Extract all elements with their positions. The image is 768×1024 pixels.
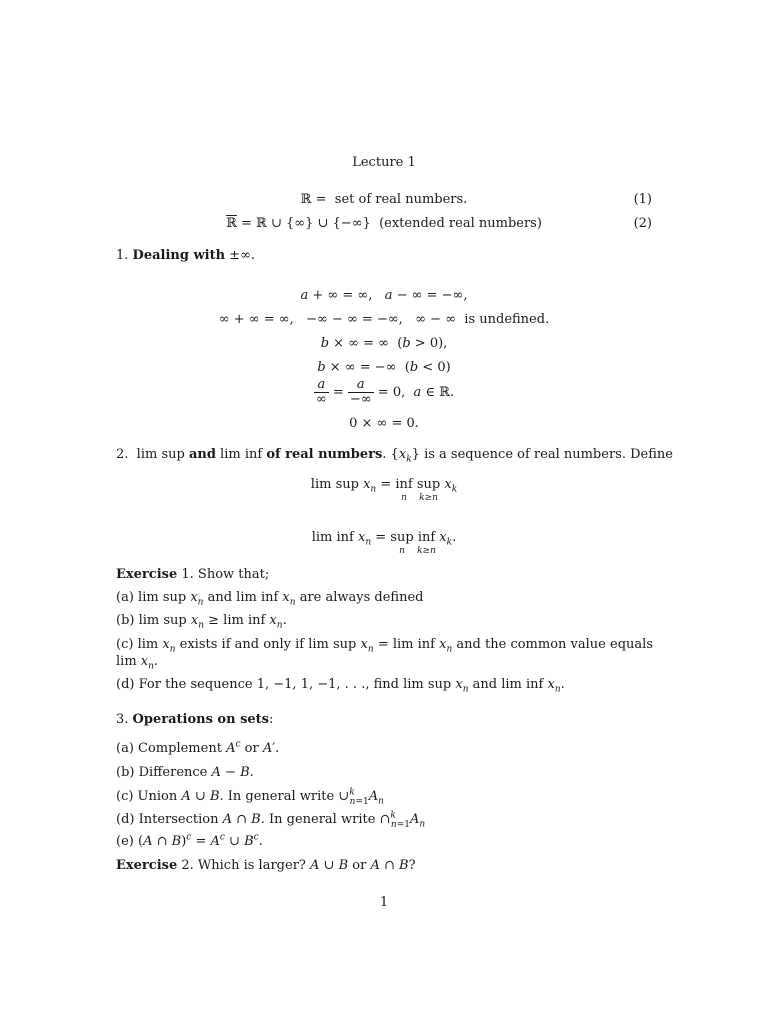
equation-2: ℝ = ℝ ∪ {∞} ∪ {−∞} (extended real numbers) [226,216,542,231]
set-operation-intersection: (d) Intersection A ∩ B. In general write $\cap^k_{n=1}A_n$ [116,810,426,830]
section-2-heading: 2. lim sup and lim inf of real numbers. $\{x_k\}$ is a sequence of real numbers. Define [116,447,673,465]
section-1-heading: 1. Dealing with ±∞. [116,248,256,263]
set-operation-union: (c) Union A ∪ B. In general write $\cup^k_{n=1}A_n$ [116,787,384,807]
exercise-1-heading: Exercise 1. Show that; [116,567,270,582]
exercise-1-d: (d) For the sequence 1, −1, 1, −1, . . ., find lim sup $x_n$ and lim inf $x_n$. [116,677,565,695]
limsup-definition: lim sup $x_n$ = inf n sup k≥n $x_k$ [310,477,458,503]
infinity-rule-addition: a + ∞ = ∞, a − ∞ = −∞, [300,288,468,303]
page-number: 1 [379,895,389,910]
liminf-definition: lim inf $x_n$ = sup n inf k≥n $x_k$. [311,530,457,556]
exercise-1-b: (b) lim sup $x_n \ge \lim$ inf $x_n$. [116,613,287,631]
exercise-1-a: (a) lim sup $x_n$ and lim inf $x_n$ are always defined [116,590,424,608]
equation-number-2: (2) [633,216,652,231]
infinity-rule-undefined: ∞ + ∞ = ∞, −∞ − ∞ = −∞, ∞ − ∞ is undefined. [218,312,550,327]
infinity-rule-negative-product: b × ∞ = −∞ (b < 0) [317,360,451,375]
exercise-1-c: (c) $\lim x_n$ exists if and only if lim sup $x_n = \lim$ inf $x_n$ and the common value equals $\lim x_n$. [116,637,653,672]
infinity-rule-positive-product: b × ∞ = ∞ (b > 0), [320,336,448,351]
equation-1: ℝ = set of real numbers. [300,192,468,207]
section-3-heading: 3. Operations on sets: [116,712,274,727]
equation-number-1: (1) [633,192,652,207]
set-operation-de-morgan: (e) (A ∩ $B)^c = A^c$ ∪ $B^c$. [116,832,263,849]
set-operation-complement: (a) Complement $A^c$ or A′. [116,739,280,756]
exercise-2: Exercise 2. Which is larger? A ∪ B or A ∩ B? [116,858,416,873]
infinity-rule-division: $\frac{a}{\infty}$ = $\frac{a}{-\infty}$ = 0, a ∈ ℝ. [315,377,455,407]
page-title: Lecture 1 [352,155,416,170]
infinity-rule-zero-product: 0 × ∞ = 0. [349,416,419,431]
set-operation-difference: (b) Difference A − B. [116,765,254,780]
